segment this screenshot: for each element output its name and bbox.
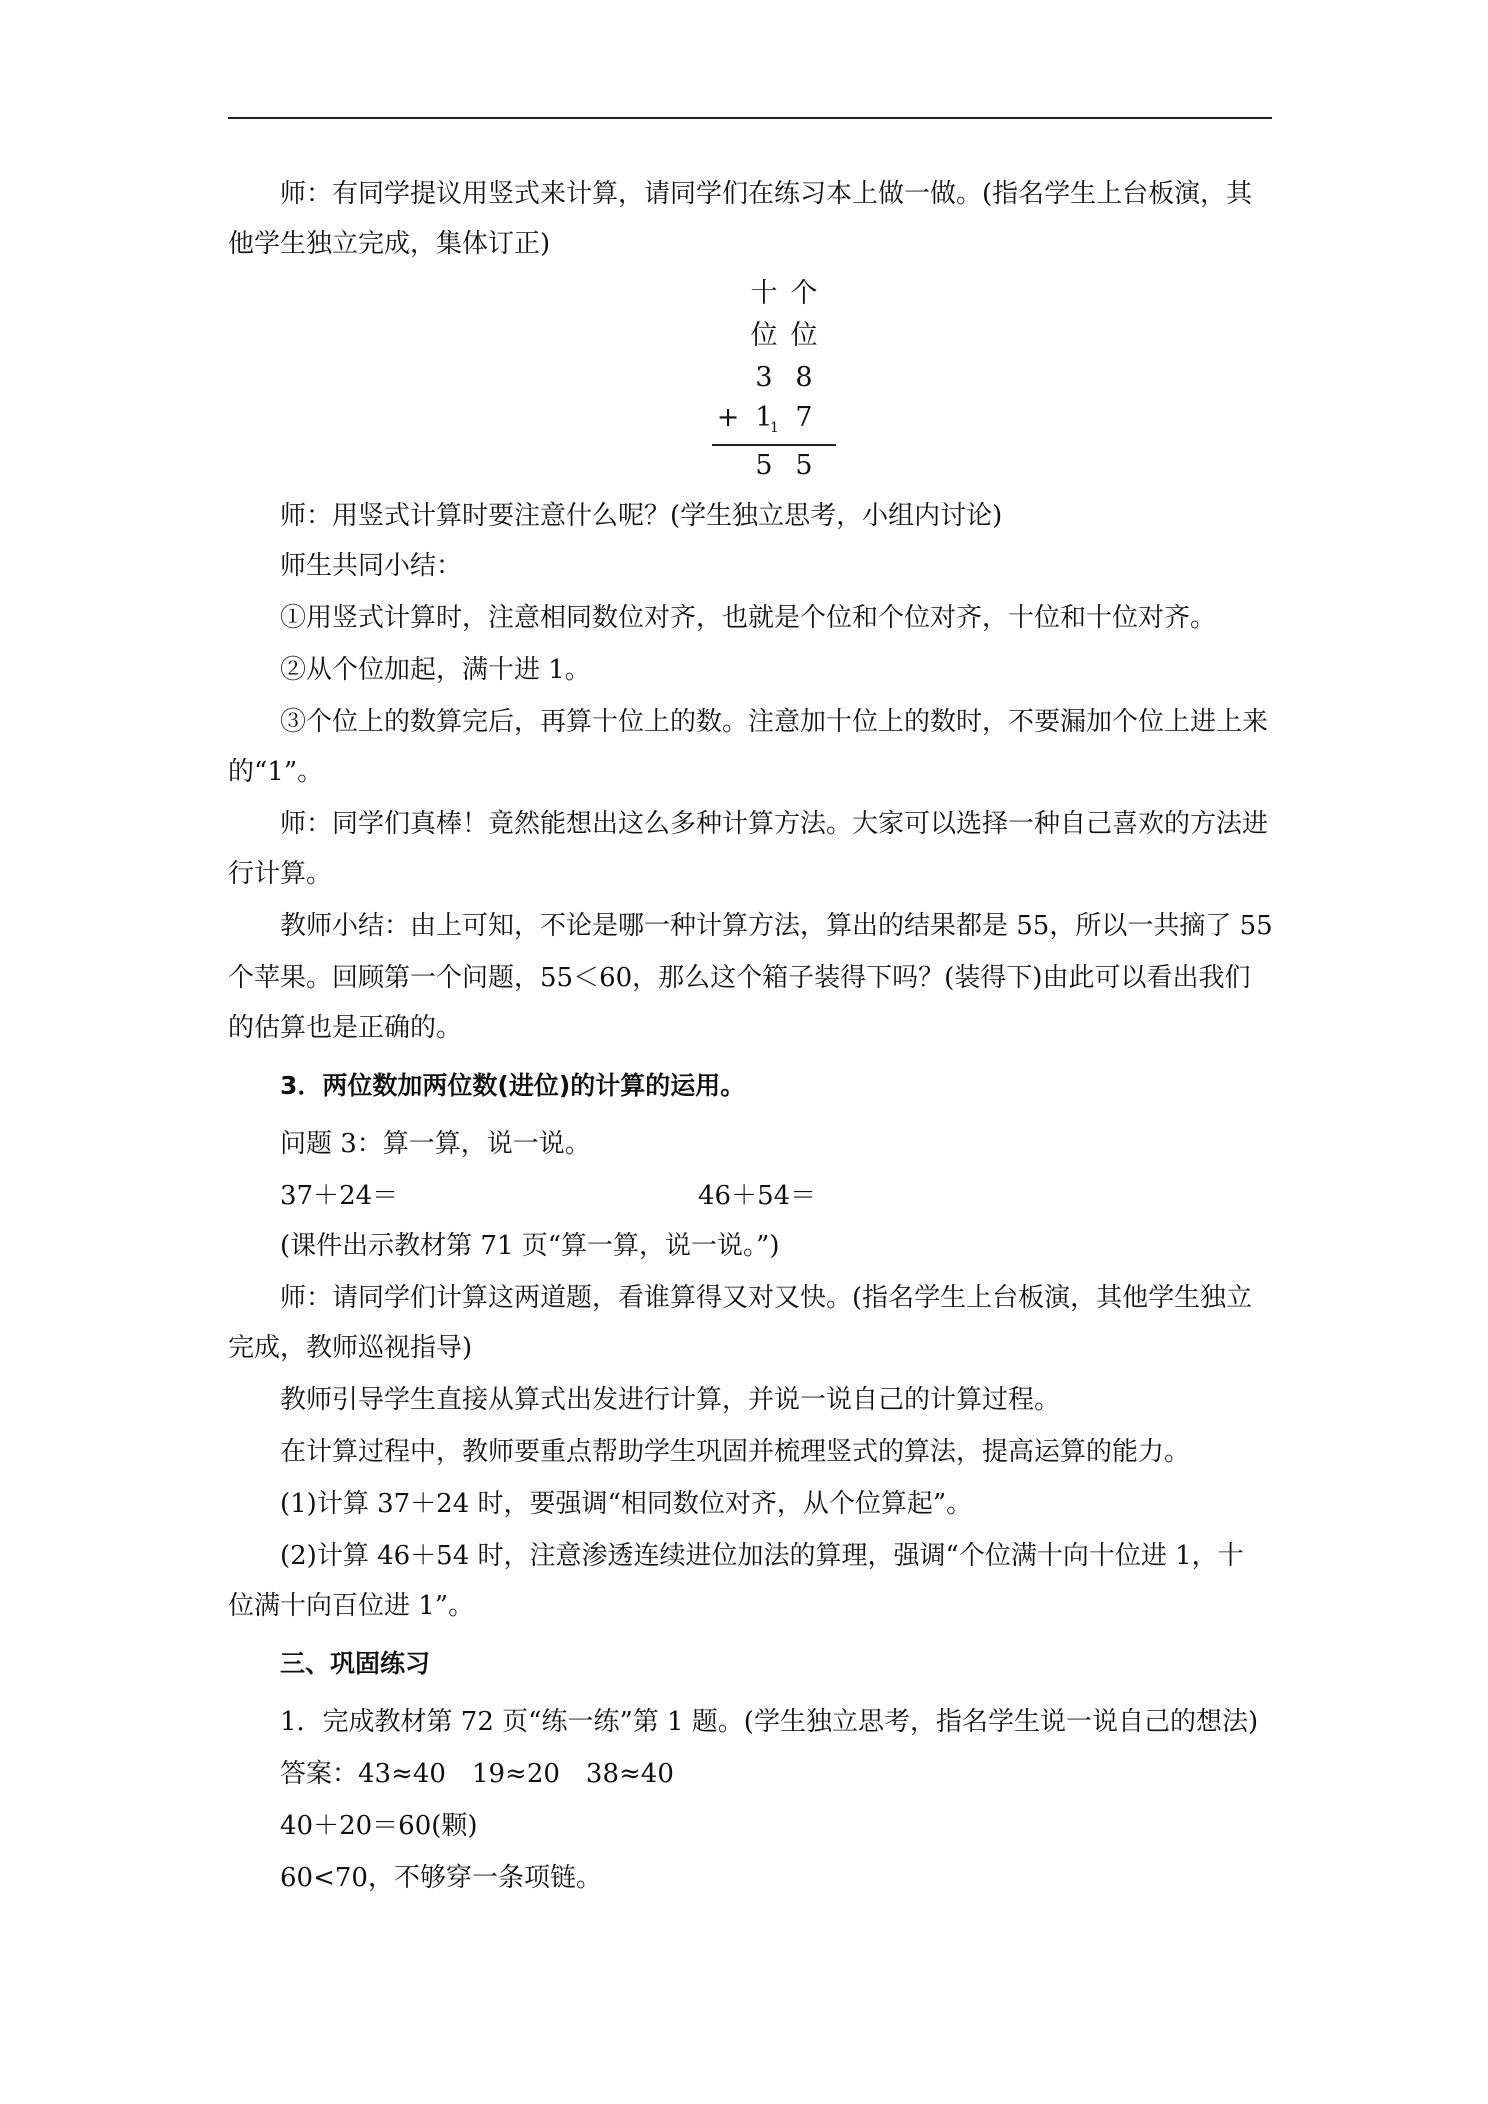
teacher-summary-b: 个苹果。回顾第一个问题，55＜60，那么这个箱子装得下吗？(装得下)由此可以看出我们 <box>228 963 1251 993</box>
paragraph-guide: 教师引导学生直接从算式出发进行计算，并说一说自己的计算过程。 <box>280 1385 1061 1415</box>
paragraph-praise-b: 行计算。 <box>228 859 333 889</box>
point-1: (1)计算 37＋24 时，要强调“相同数位对齐，从个位算起”。 <box>280 1489 973 1519</box>
paragraph-task-a: 师：请同学们计算这两道题，看谁算得又对又快。(指名学生上台板演，其他学生独立 <box>280 1283 1253 1313</box>
addend-a-tens: 3 <box>755 362 773 393</box>
vertical-addition <box>708 276 868 486</box>
paragraph-praise-a: 师：同学们真棒！竟然能想出这么多种计算方法。大家可以选择一种自己喜欢的方法进 <box>280 809 1269 839</box>
carry-digit: 1 <box>770 420 779 436</box>
addend-b-tens: 1 <box>755 402 773 433</box>
answer-conclusion: 60<70，不够穿一条项链。 <box>280 1863 602 1893</box>
equation-2: 46＋54＝ <box>698 1181 817 1211</box>
answer-line: 答案：43≈40 19≈20 38≈40 <box>280 1759 674 1789</box>
paragraph-summary-intro: 师生共同小结： <box>280 551 463 581</box>
sum-rule <box>712 444 836 446</box>
paragraph-process: 在计算过程中，教师要重点帮助学生巩固并梳理竖式的算法，提高运算的能力。 <box>280 1437 1191 1467</box>
paragraph-teacher-vertical-a: 师：有同学提议用竖式来计算，请同学们在练习本上做一做。(指名学生上台板演，其 <box>280 179 1253 209</box>
addend-a-ones: 8 <box>795 362 813 393</box>
teacher-summary-a: 教师小结：由上可知，不论是哪一种计算方法，算出的结果都是 55，所以一共摘了 55 <box>280 911 1273 941</box>
point-2b: 位满十向百位进 1”。 <box>228 1591 475 1621</box>
summary-point-1: ①用竖式计算时，注意相同数位对齐，也就是个位和个位对齐，十位和十位对齐。 <box>280 603 1217 633</box>
teacher-summary-c: 的估算也是正确的。 <box>228 1013 463 1043</box>
paragraph-courseware: (课件出示教材第 71 页“算一算，说一说。”) <box>280 1231 780 1261</box>
paragraph-task-b: 完成，教师巡视指导) <box>228 1333 473 1363</box>
paragraph-problem-3: 问题 3：算一算，说一说。 <box>280 1129 591 1159</box>
point-2a: (2)计算 46＋54 时，注意渗透连续进位加法的算理，强调“个位满十向十位进 1，十 <box>280 1541 1244 1571</box>
header-tens-2: 位 <box>750 320 778 351</box>
header-tens-1: 十 <box>750 278 778 309</box>
heading-practice: 三、巩固练习 <box>280 1649 431 1678</box>
sum-ones: 5 <box>795 450 813 481</box>
answer-sum: 40＋20＝60(颗) <box>280 1811 478 1841</box>
summary-point-3b: 的“1”。 <box>228 757 324 787</box>
summary-point-3a: ③个位上的数算完后，再算十位上的数。注意加十位上的数时，不要漏加个位上进上来 <box>280 707 1269 737</box>
equation-1: 37＋24＝ <box>280 1181 399 1211</box>
addend-b-ones: 7 <box>795 402 813 433</box>
heading-application: 3．两位数加两位数(进位)的计算的运用。 <box>280 1071 746 1100</box>
header-rule <box>228 117 1272 119</box>
plus-sign: + <box>716 402 740 433</box>
header-ones-2: 位 <box>790 320 818 351</box>
header-ones-1: 个 <box>790 278 818 309</box>
summary-point-2: ②从个位加起，满十进 1。 <box>280 655 591 685</box>
paragraph-question: 师：用竖式计算时要注意什么呢？(学生独立思考，小组内讨论) <box>280 501 1003 531</box>
sum-tens: 5 <box>755 450 773 481</box>
exercise-1: 1．完成教材第 72 页“练一练”第 1 题。(学生独立思考，指名学生说一说自己的想法) <box>280 1707 1259 1737</box>
paragraph-teacher-vertical-b: 他学生独立完成，集体订正) <box>228 229 551 259</box>
